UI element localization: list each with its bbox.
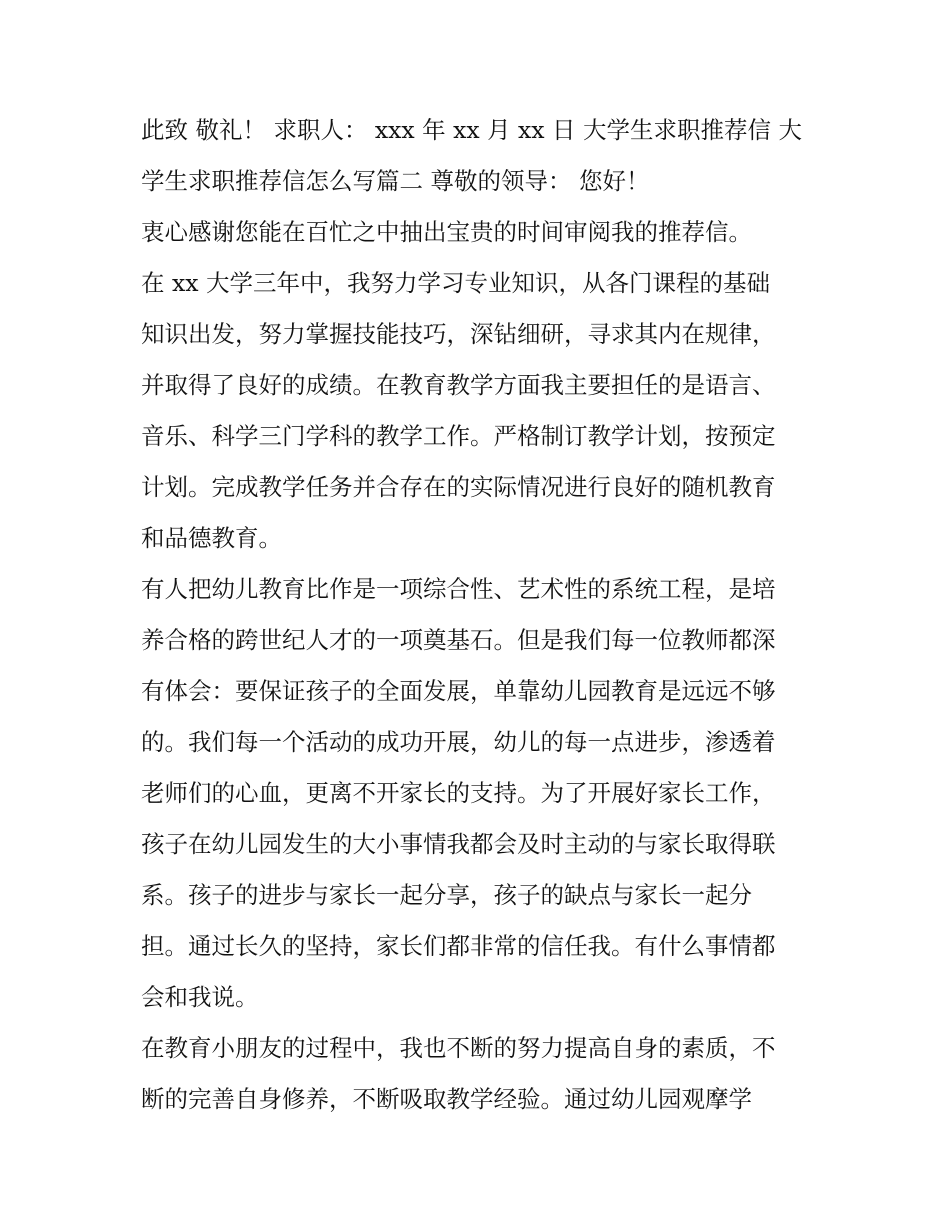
text-line: 衷心感谢您能在百忙之中抽出宝贵的时间审阅我的推荐信。: [141, 218, 752, 246]
text-line: 有人把幼儿教育比作是一项综合性、艺术性的系统工程，是培: [141, 575, 776, 603]
text-line: 的。我们每一个活动的成功开展，幼儿的每一点进步，渗透着: [141, 728, 776, 756]
text-line: 在教育小朋友的过程中，我也不断的努力提高自身的素质，不: [141, 1034, 776, 1062]
text-line: 音乐、科学三门学科的教学工作。严格制订教学计划，按预定: [141, 422, 776, 450]
text-line: 计划。完成教学任务并合存在的实际情况进行良好的随机教育: [141, 473, 776, 501]
text-line: 会和我说。: [141, 983, 259, 1011]
text-line: 孩子在幼儿园发生的大小事情我都会及时主动的与家长取得联: [141, 830, 776, 858]
text-line: 此致 敬礼！ 求职人： xxx 年 xx 月 xx 日 大学生求职推荐信 大: [141, 116, 802, 144]
text-line: 系。孩子的进步与家长一起分享，孩子的缺点与家长一起分: [141, 881, 752, 909]
text-line: 和品德教育。: [141, 524, 282, 552]
text-line: 养合格的跨世纪人才的一项奠基石。但是我们每一位教师都深: [141, 626, 776, 654]
text-line: 担。通过长久的坚持，家长们都非常的信任我。有什么事情都: [141, 932, 776, 960]
text-line: 有体会：要保证孩子的全面发展，单靠幼儿园教育是远远不够: [141, 677, 776, 705]
text-line: 断的完善自身修养，不断吸取教学经验。通过幼儿园观摩学: [141, 1085, 752, 1113]
text-line: 并取得了良好的成绩。在教育教学方面我主要担任的是语言、: [141, 371, 776, 399]
text-line: 知识出发，努力掌握技能技巧，深钻细研，寻求其内在规律，: [141, 320, 776, 348]
text-line: 老师们的心血，更离不开家长的支持。为了开展好家长工作，: [141, 779, 776, 807]
text-line: 在 xx 大学三年中，我努力学习专业知识，从各门课程的基础: [141, 269, 770, 297]
text-line: 学生求职推荐信怎么写篇二 尊敬的领导： 您好！: [141, 167, 650, 195]
document-body: [141, 108, 821, 1128]
